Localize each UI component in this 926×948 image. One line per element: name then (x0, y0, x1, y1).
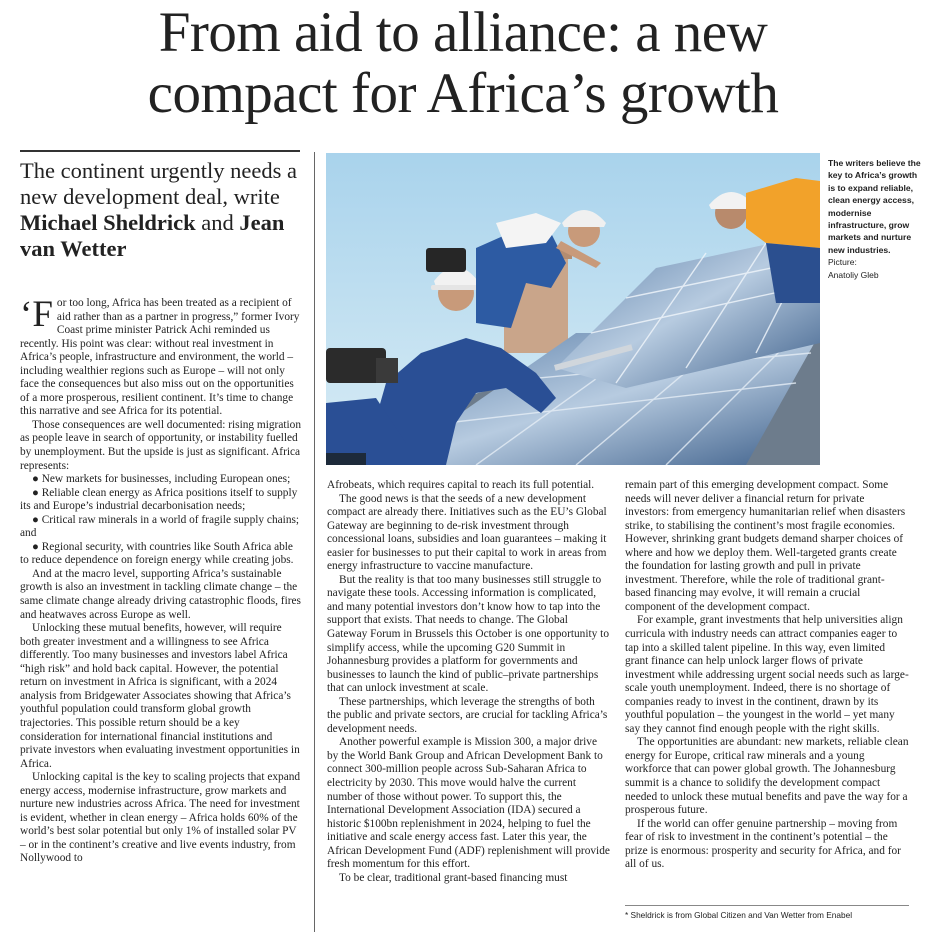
paragraph: These partnerships, which leverage the strengths of both the public and private sectors, are crucial for tackling Africa’s development needs. (327, 695, 608, 735)
photo-caption (828, 157, 922, 281)
headline-line-1: From aid to alliance: a new (158, 1, 768, 64)
article-column-3 (625, 479, 909, 872)
photo-credit-label: Picture: (828, 257, 857, 268)
bullet-item: ● Reliable clean energy as Africa positions itself to supply its and Europe’s industrial decarbonisation needs; (20, 486, 298, 513)
headline (0, 2, 926, 124)
author-footnote: * Sheldrick is from Global Citizen and Van Wetter from Enabel (625, 910, 853, 920)
article-photo (326, 153, 820, 465)
article-column-2 (327, 479, 610, 885)
standfirst (20, 158, 305, 262)
paragraph: But the reality is that too many businesses still struggle to navigate these tools. Accessing information is complicated, and many potential investors don’t know how to tap into the support that exists. That needs to change. The Global Gateway Forum in Brussels this October is one opportunity to simplify access, while the upcoming G20 Summit in Johannesburg provides a platform for governments and businesses to launch the kind of public–private partnerships that can unlock investment at scale. (327, 573, 609, 695)
photo-credit-name: Anatoliy Gleb (828, 269, 879, 280)
paragraph: Another powerful example is Mission 300, a major drive by the World Bank Group and African Development Bank to connect 300-million people across Sub-Saharan Africa to electricity by 2030. This move would halve the current number of those without power. To support this, the International Development Association (IDA) secured a historic $100bn replenishment in 2024, helping to fuel the initiative and scale energy access fast. Later this year, the African Development Fund (ADF) replenishment will provide fresh momentum for this effort. (327, 736, 610, 871)
caption-text: The writers believe the key to Africa’s growth is to expand reliable, clean energy access, modernise infrastructure, grow markets and nurture new industries. (828, 158, 921, 255)
headline-line-2: compact for Africa’s growth (147, 62, 779, 125)
standfirst-and: and (195, 210, 240, 235)
bullet-item: ● Regional security, with countries like South Africa able to reduce dependence on foreign energy while creating jobs. (20, 540, 294, 567)
paragraph: Those consequences are well documented: rising migration as people leave in search of opportunity, or instability fuelled by unemployment. But the upside is just as significant. Africa represents: (20, 418, 302, 472)
bullet-item: ● Critical raw minerals in a world of fragile supply chains; and (20, 513, 300, 540)
paragraph: Afrobeats, which requires capital to reach its full potential. (327, 479, 595, 491)
standfirst-text: The continent urgently needs a new development deal, write (20, 158, 297, 209)
paragraph: Unlocking these mutual benefits, however, will require both greater investment and a willingness to see Africa differently. Too many businesses and investors label Africa “high risk” and hold back capital. However, the potential return on investment in Africa is significant, with a 2024 analysis from Bridgewater Associates showing that Africa’s youthful population could transform global growth trajectories. This possible return should be a key consideration for international financial institutions and private investors when evaluating investment opportunities in Africa. (20, 622, 300, 770)
footnote-divider (625, 905, 909, 906)
paragraph: If the world can offer genuine partnership – moving from fear of risk to investment in the continent’s potential – the prize is enormous: prosperity and security for Africa, and for all of us. (625, 817, 901, 871)
paragraph: The opportunities are abundant: new markets, reliable clean energy for Europe, critical raw minerals and a young workforce that can power global growth. The Johannesburg summit is a chance to solidify the development compact needed to unlock these mutual benefits and pave the way for a prosperous future. (625, 736, 909, 817)
bullet-item: ● New markets for businesses, including European ones; (32, 473, 291, 486)
paragraph: The good news is that the seeds of a new development compact are already there. Initiatives such as the EU’s Global Gateway are beginning to de-risk investment through concessional loans, subsidies and loan guarantees – making it easier for businesses to put their capital to work in areas from energy infrastructure to vaccine manufacture. (327, 492, 607, 573)
lead-paragraph (20, 294, 303, 419)
column-divider (314, 152, 315, 932)
author-2: Jean van Wetter (20, 210, 285, 261)
paragraph: remain part of this emerging development compact. Some needs will never deliver a financial return for private investors: from emergency humanitarian relief when disasters strike, to stabilising the continent’s most fragile economies. However, shrinking grant budgets demand sharper choices of where and how we deploy them. Well-targeted grants create the foundation for lasting growth and pull in private investment. Therefore, while the role of traditional grant-based financing may evolve, it will remain a crucial component of the development compact. (625, 479, 906, 613)
drop-cap: ‘F (20, 294, 53, 335)
lead-text: or too long, Africa has been treated as a recipient of aid rather than as a partner in progress,” former Ivory Coast prime minister Patrick Achi reminded us recently. His point was clear: without real investment in Africa’s people, infrastructure and environment, the world – including wealthier regions such as Europe – will not only face the consequences but also miss out on the opportunities of a more prosperous, resilient continent. It’s time to change this narrative and see Africa for its potential. (20, 297, 300, 418)
paragraph: Unlocking capital is the key to scaling projects that expand energy access, modernise infrastructure, grow markets and nurture new industries across Africa. The need for investment is evident, whether in clean energy – Africa holds 60% of the world’s best solar potential but only 1% of installed solar PV – or in the continent’s creative and live events industry, from Nollywood to (20, 771, 301, 865)
divider-top (20, 150, 300, 152)
paragraph: To be clear, traditional grant-based financing must (339, 871, 568, 884)
paragraph: For example, grant investments that help universities align curricula with industry needs can attract companies eager to tap into a skilled talent pipeline. In this way, even limited grant finance can help unlock larger flows of private investment while addressing urgent social needs such as large-scale youth unemployment. Indeed, there is no shortage of companies ready to invest in the continent, drawn by its youthful population – the youngest in the world – yet many say they cannot find enough people with the right skills. (625, 614, 909, 735)
article-column-1 (20, 294, 303, 866)
paragraph: And at the macro level, supporting Africa’s sustainable growth is also an investment in tackling climate change – the same climate change already driving catastrophic floods, fires and heatwaves across Europe as well. (20, 567, 301, 621)
author-1: Michael Sheldrick (20, 210, 196, 235)
